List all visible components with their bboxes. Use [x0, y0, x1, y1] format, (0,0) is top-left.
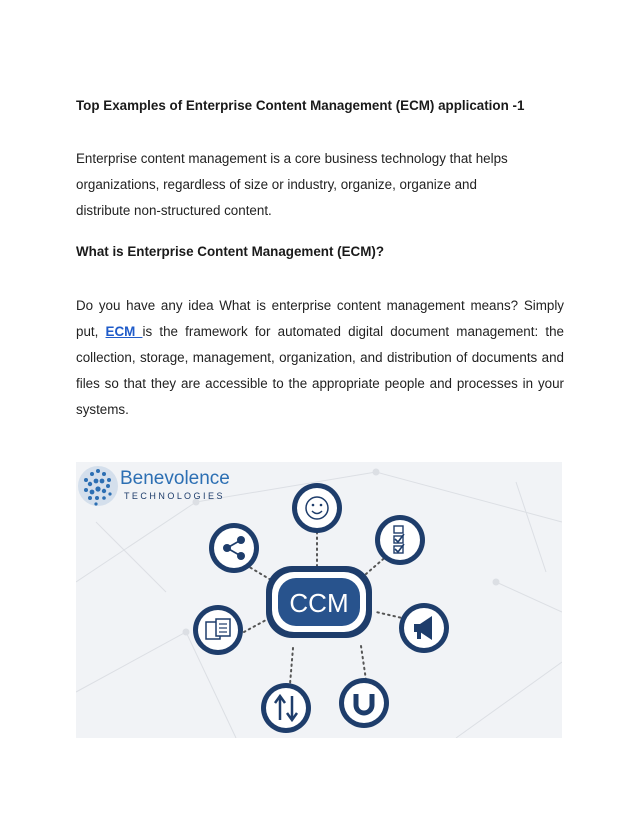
intro-paragraph [76, 146, 564, 224]
brand-subtitle: T E C H N O L O G I E S [124, 491, 223, 501]
share-nodes-icon [209, 523, 259, 573]
ccm-center-node [266, 566, 372, 638]
intro-line: distribute non-structured content. [76, 203, 272, 218]
ecm-diagram-image [76, 462, 562, 738]
intro-line: Enterprise content management is a core business technology that helps [76, 151, 508, 166]
megaphone-icon [399, 603, 449, 653]
magnet-icon [339, 678, 389, 728]
body-paragraph [76, 293, 564, 423]
brand-name: Benevolence [120, 468, 230, 489]
brand-globe-icon [78, 466, 118, 506]
page-title: Top Examples of Enterprise Content Management (ECM) application -1 [76, 98, 525, 113]
body-text-end: is the framework for automated digital document management: the collection, storage, management, organization, and distribution of documents and files so that they are accessible to the appropriate people and processes in your systems. [76, 324, 564, 417]
intro-line: organizations, regardless of size or industry, organize, organize and [76, 177, 477, 192]
transfer-arrows-icon [261, 683, 311, 733]
ecm-link[interactable]: ECM [105, 324, 143, 339]
checklist-icon [375, 515, 425, 565]
center-label: CCM [289, 588, 349, 618]
documents-icon [193, 605, 243, 655]
section-heading: What is Enterprise Content Management (ECM)? [76, 244, 385, 259]
smiley-icon [292, 483, 342, 533]
body-text-start: Do you have any idea What is enterprise content management means? Simply put, [76, 298, 564, 339]
